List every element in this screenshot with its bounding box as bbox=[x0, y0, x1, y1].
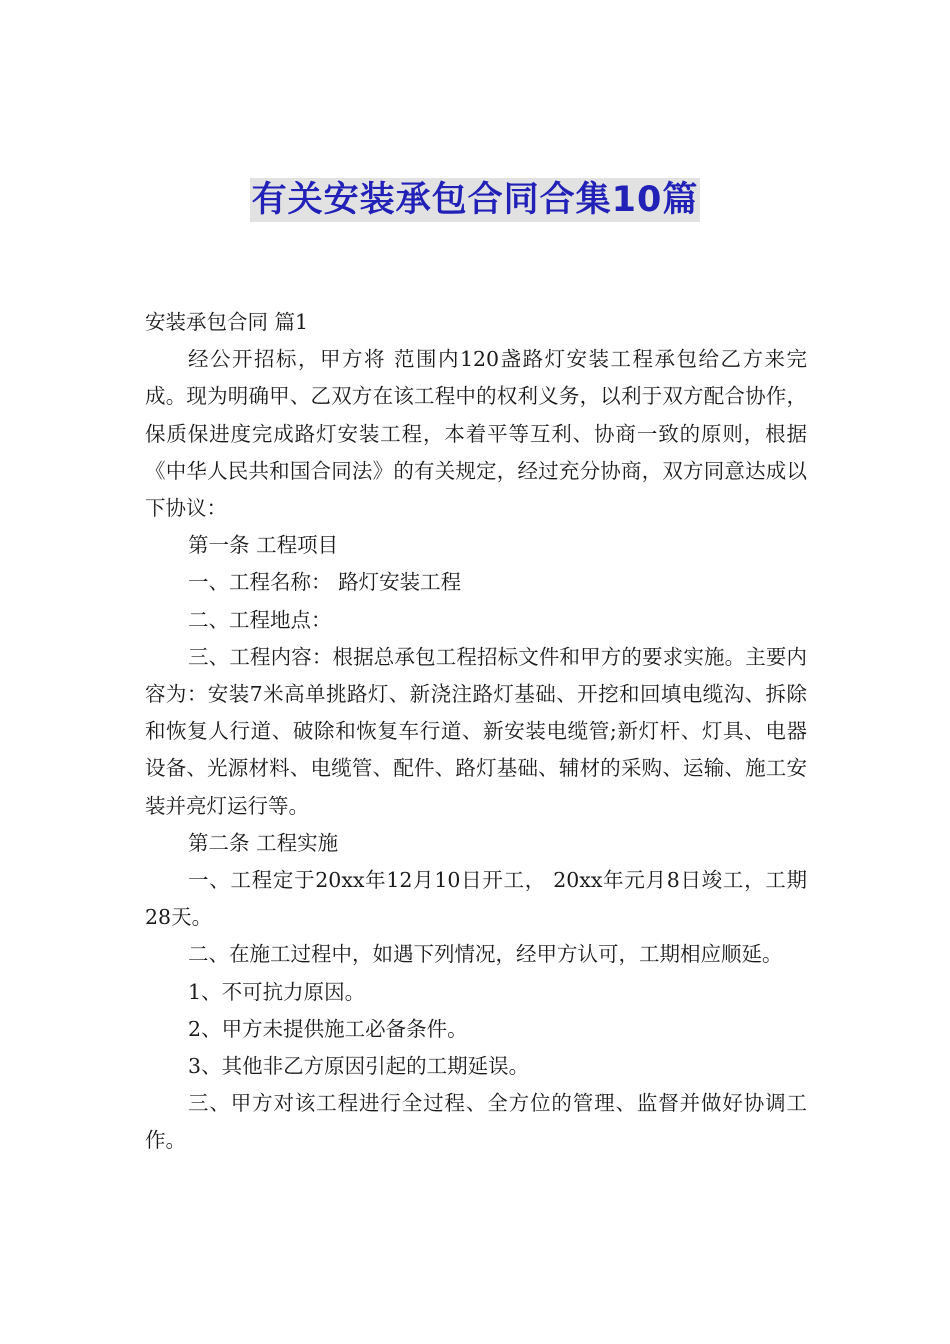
article-heading-2: 第二条 工程实施 bbox=[188, 830, 339, 855]
title-container bbox=[0, 178, 950, 222]
paragraph-schedule: 一、工程定于20xx年12月10日开工， 20xx年元月8日竣工，工期28天。 bbox=[145, 868, 807, 930]
paragraph-extension: 二、在施工过程中，如遇下列情况，经甲方认可，工期相应顺延。 bbox=[188, 942, 783, 967]
list-item: 2、甲方未提供施工必备条件。 bbox=[188, 1016, 468, 1041]
paragraph-project-location: 二、工程地点： bbox=[188, 607, 332, 632]
document-body bbox=[145, 304, 807, 1160]
list-item: 3、其他非乙方原因引起的工期延误。 bbox=[188, 1054, 530, 1079]
section-heading: 安装承包合同 篇1 bbox=[145, 310, 309, 334]
paragraph-project-content: 三、工程内容：根据总承包工程招标文件和甲方的要求实施。主要内容为：安装7米高单挑路灯、新浇注路灯基础、开挖和回填电缆沟、拆除和恢复人行道、破除和恢复车行道、新安装电缆管;新灯杆、灯具、电器设备、光源材料、电缆管、配件、路灯基础、辅材的采购、运输、施工安装并亮灯运行等。 bbox=[145, 644, 807, 818]
paragraph-intro: 经公开招标，甲方将 范围内120盏路灯安装工程承包给乙方来完成。现为明确甲、乙双方在该工程中的权利义务，以利于双方配合协作，保质保进度完成路灯安装工程，本着平等互利、协商一致的原则，根据《中华人民共和国合同法》的有关规定，经过充分协商，双方同意达成以下协议： bbox=[145, 347, 807, 521]
paragraph-project-name: 一、工程名称： 路灯安装工程 bbox=[188, 570, 462, 595]
paragraph-supervision: 三、甲方对该工程进行全过程、全方位的管理、监督并做好协调工作。 bbox=[145, 1091, 807, 1153]
document-title: 有关安装承包合同合集10篇 bbox=[251, 180, 699, 220]
article-heading-1: 第一条 工程项目 bbox=[188, 533, 339, 558]
list-item: 1、不可抗力原因。 bbox=[188, 979, 366, 1004]
